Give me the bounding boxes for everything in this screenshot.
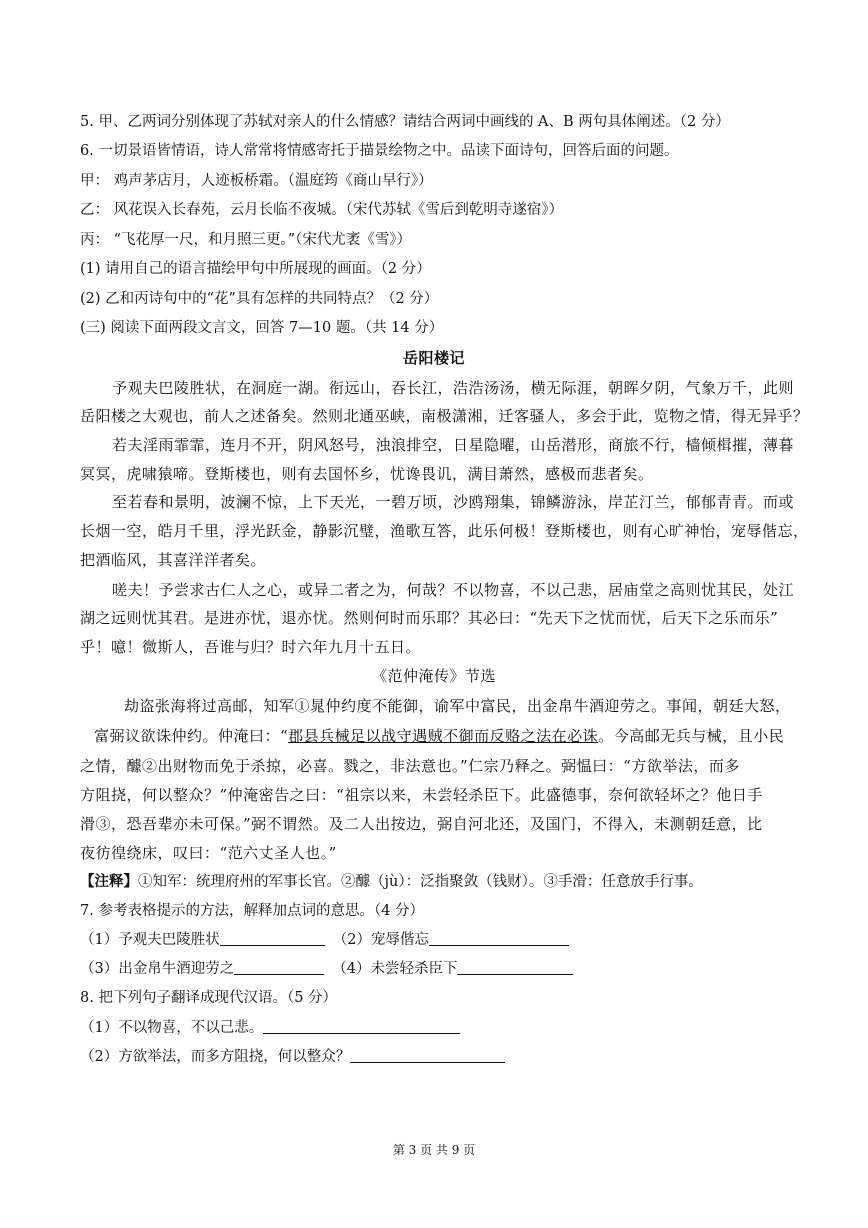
answer-blank[interactable] xyxy=(429,931,569,946)
poem-jia: 甲： 鸡声茅店月，人迹板桥霜。（温庭筠《商山早行》） xyxy=(80,173,433,189)
passage-2-line: 劫盗张海将过高邮，知军①晁仲约度不能御，谕军中富民，出金帛牛酒迎劳之。事闻，朝廷大怒， xyxy=(124,697,791,715)
annotation xyxy=(80,872,703,892)
question-6-2: (2) 乙和丙诗句中的“花”具有怎样的共同特点？（2 分） xyxy=(80,291,439,307)
q7-item-3: （3）出金帛牛酒迎劳之 xyxy=(80,961,235,977)
passage-1-line: 把酒临风，其喜洋洋者矣。 xyxy=(80,551,267,569)
passage-1-line: 岳阳楼之大观也，前人之述备矣。然则北通巫峡，南极潇湘，迁客骚人，多会于此，览物之情，得无异乎？ xyxy=(80,407,809,425)
question-8-item-1 xyxy=(80,1018,460,1038)
question-6-1: (1) 请用自己的语言描绘甲句中所展现的画面。（2 分） xyxy=(80,261,431,277)
passage-1-line: 乎！噫！微斯人，吾谁与归？时六年九月十五日。 xyxy=(80,638,422,656)
passage-1-line: 湖之远则忧其君。是进亦忧，退亦忧。然则何时而乐耶？其必曰：“先天下之忧而忧，后天下之乐而乐” xyxy=(80,609,779,627)
section-3-heading: (三) 阅读下面两段文言文，回答 7—10 题。（共 14 分） xyxy=(80,320,444,336)
question-7-items xyxy=(80,930,569,950)
passage-2-line: 夜彷徨绕床，叹曰：“范六丈圣人也。” xyxy=(80,844,337,862)
poem-yi: 乙： 风花误入长春苑，云月长临不夜城。（宋代苏轼《雪后到乾明寺遂宿》） xyxy=(80,202,564,218)
answer-blank[interactable] xyxy=(220,931,325,946)
passage-2-title: 《范仲淹传》节选 xyxy=(371,667,496,685)
question-7-items xyxy=(80,959,573,979)
question-8: 8. 把下列句子翻译成现代汉语。（5 分） xyxy=(80,990,338,1006)
annotation-label: 【注释】 xyxy=(80,873,138,890)
passage-1-line: 至若春和景明，波澜不惊，上下天光，一碧万顷，沙鸥翔集，锦鳞游泳，岸芷汀兰，郁郁青青。而或 xyxy=(112,493,795,511)
question-8-item-2 xyxy=(80,1047,505,1067)
answer-blank[interactable] xyxy=(263,1019,460,1034)
passage-1-line: 若夫淫雨霏霏，连月不开，阴风怒号，浊浪排空，日星隐曜，山岳潜形，商旅不行，樯倾楫摧，薄暮 xyxy=(112,436,795,454)
q7-item-1: （1）予观夫巴陵胜状 xyxy=(80,932,220,948)
underlined-sentence: 郡县兵械足以战守遇贼不御而反赂之法在必诛 xyxy=(288,727,599,745)
passage-2-text: 。今高邮无兵与械，且小民 xyxy=(598,727,785,745)
passage-1-line: 予观夫巴陵胜状，在洞庭一湖。衔远山，吞长江，浩浩汤汤，横无际涯，朝晖夕阴，气象万千，此则 xyxy=(112,379,795,397)
page-footer: 第 3 页 共 9 页 xyxy=(392,1143,476,1157)
answer-blank[interactable] xyxy=(350,1048,505,1063)
q7-item-4: （4）未尝轻杀臣下 xyxy=(332,961,458,977)
passage-1-line: 嗟夫！予尝求古仁人之心，或异二者之为，何哉？不以物喜，不以己悲，居庙堂之高则忧其民，处江 xyxy=(112,581,795,599)
poem-bing: 丙： “飞花厚一尺，和月照三更。”（宋代尤袤《雪》） xyxy=(80,232,412,248)
passage-1-title: 岳阳楼记 xyxy=(402,349,465,367)
passage-2-line: 滑③，恐吾辈亦未可保。”弼不谓然。及二人出按边，弼自河北还，及国门，不得入，未测朝廷意，比 xyxy=(80,815,763,833)
passage-2-text: 富弼议欲诛仲约。仲淹曰：“ xyxy=(94,727,289,745)
passage-2-line xyxy=(94,726,784,746)
q8-sentence-1: （1）不以物喜，不以己悲。 xyxy=(80,1020,264,1036)
question-7: 7. 参考表格提示的方法，解释加点词的意思。（4 分） xyxy=(80,903,425,919)
annotation-text: ①知军：统理府州的军事长官。②醵（jù）：泛指聚敛（钱财）。③手滑：任意放手行事。 xyxy=(138,874,703,890)
answer-blank[interactable] xyxy=(457,960,573,975)
q7-item-2: （2）宠辱偕忘 xyxy=(332,932,429,948)
passage-2-line: 方阻挠，何以整众？”仲淹密告之曰：“祖宗以来，未尝轻杀臣下。此盛德事，奈何欲轻坏之？他日手 xyxy=(80,786,763,804)
passage-2-line: 之情，醵②出财物而免于杀掠，必喜。戮之，非法意也。”仁宗乃释之。弼愠曰：“方欲举法，而多 xyxy=(80,757,740,775)
answer-blank[interactable] xyxy=(234,960,324,975)
question-5: 5. 甲、乙两词分别体现了苏轼对亲人的什么情感？请结合两词中画线的 A、B 两句具体阐述。（2 分） xyxy=(80,114,730,130)
passage-1-line: 长烟一空，皓月千里，浮光跃金，静影沉璧，渔歌互答，此乐何极！登斯楼也，则有心旷神怡，宠辱偕忘， xyxy=(80,522,809,540)
passage-1-line: 冥冥，虎啸猿啼。登斯楼也，则有去国怀乡，忧谗畏讥，满目萧然，感极而悲者矣。 xyxy=(80,465,654,483)
question-6: 6. 一切景语皆情语，诗人常常将情感寄托于描景绘物之中。品读下面诗句，回答后面的问题。 xyxy=(80,143,679,159)
q8-sentence-2: （2）方欲举法，而多方阻挠，何以整众？ xyxy=(80,1049,351,1065)
